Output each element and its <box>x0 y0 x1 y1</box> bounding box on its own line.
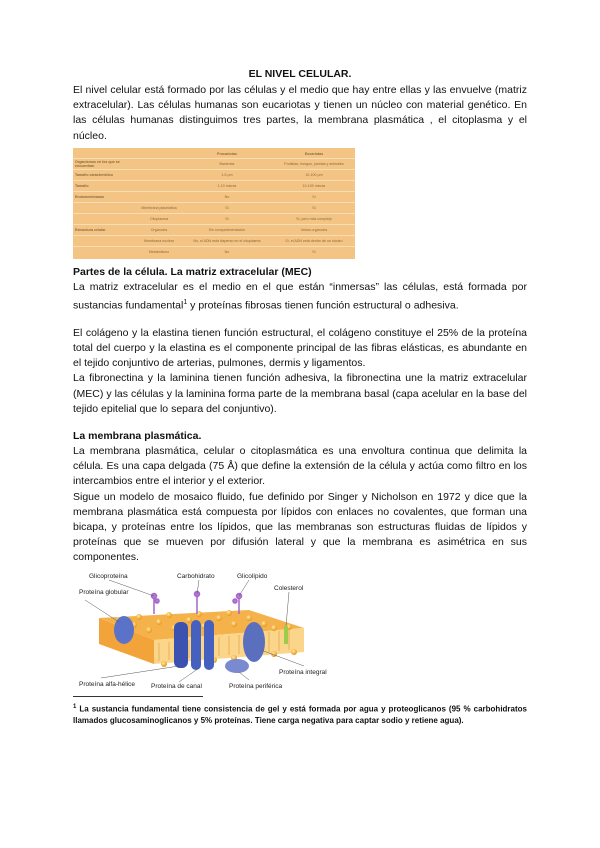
label-proteina-globular: Proteína globular <box>79 588 129 596</box>
document-page <box>73 68 527 727</box>
table-row: Metabolismo No Sí <box>73 246 355 257</box>
alpha-helix-protein <box>174 622 188 668</box>
table-row: Tamaño característico 1-5 µm 10-100 µm <box>73 169 355 180</box>
label-colesterol: Colesterol <box>274 584 304 592</box>
fluid-mosaic-illustration <box>79 570 327 690</box>
label-proteina-alfa: Proteína alfa-hélice <box>79 680 136 688</box>
mec-paragraph-3: La fibronectina y la laminina tienen función adhesiva, la fibronectina une la matriz extracelular (MEC) y las células y la laminina forma parte de la membrana basal (capa acelular en la base del tejido epitelial que lo separa del conjuntivo). <box>73 372 527 415</box>
membrane-diagram <box>79 570 327 690</box>
table-row: Membrana plasmática Sí Sí <box>73 202 355 213</box>
label-glicolipido: Glicolípido <box>237 572 268 580</box>
table-row: Endomembranas No Sí <box>73 191 355 202</box>
table-header: Eucariotas <box>304 151 324 156</box>
label-carbohidrato: Carbohidrato <box>177 572 215 580</box>
footnote-separator <box>73 696 203 697</box>
cholesterol <box>284 626 288 644</box>
table-header <box>137 150 181 159</box>
table-row: Citoplasma Sí Sí, pero más complejo <box>73 213 355 224</box>
table-header: Procariotas <box>217 151 237 156</box>
table-header <box>73 150 137 159</box>
membrana-paragraph-1: La membrana plasmática, celular o citoplasmática es una envoltura continua que delimita la célula. Es una capa delgada (75 Å) que define la extensión de la célula y actúa como filtro en los intercambios entre el interior y el exterior. <box>73 444 527 488</box>
integral-protein <box>243 622 265 662</box>
membrana-paragraph-2: Sigue un modelo de mosaico fluido, fue definido por Singer y Nicholson en 1972 y dice que la membrana plasmática está compuesta por lípidos con enlaces no covalentes, que forman una bicapa, y proteínas entre los lípidos, que las membranas son estructuras fluidas de lípidos y proteínas que se mueven por difusión lateral y que la membrana es asimétrica en sus componentes. <box>73 490 527 564</box>
table-row: Membrana nuclear No, el ADN está disperso en el citoplasma Sí, el ADN está dentro de un núcleo <box>73 235 355 246</box>
table-row: Estructura celular Orgánulos Sin compartimentación Varios orgánulos <box>73 224 355 235</box>
table-row: Tamaño 1-10 micras 10-100 micras <box>73 180 355 191</box>
section-heading-mec: Partes de la célula. La matriz extracelular (MEC) <box>73 265 312 278</box>
label-glicoproteina: Glicoproteína <box>89 572 128 580</box>
mec-paragraph-1: La matriz extracelular es el medio en el que están “inmersas” las células, está formada por sustancias fundamental$^1$ y proteínas fibrosas tienen función estructural o adhesiva. <box>73 280 527 312</box>
channel-protein-a <box>191 620 201 670</box>
label-proteina-integral: Proteína integral <box>279 668 327 676</box>
channel-protein-b <box>204 620 214 670</box>
mec-paragraph-2: El colágeno y la elastina tienen función estructural, el colágeno constituye el 25% de la proteína total del cuerpo y la elastina es el componente principal de las fibras elásticas, es abundante en el tejido conjuntivo de arterias, pulmones, dermis y ligamentos. <box>73 326 527 370</box>
label-proteina-periferica: Proteína periférica <box>229 682 283 690</box>
cell-comparison-table <box>73 148 355 259</box>
footnote: $^1$ La sustancia fundamental tiene consistencia de gel y está formada por agua y proteoglicanos (95 % carbohidratos llamados glucosaminoglicanos y 5% proteínas. Tiene carga negativa para captar sodio y retiene agua). <box>73 703 527 726</box>
globular-protein <box>114 616 134 644</box>
intro-paragraph: El nivel celular está formado por las células y el medio que hay entre ellas y las envuelve (matriz extracelular). Las células humanas son eucariotas y tienen un núcleo con material genético. En las células humanas distinguimos tres partes, la membrana plasmática , el citoplasma y el núcleo. <box>73 84 527 142</box>
table-row: Organismos en los que se encuentran Bacterias Protistas, hongos, plantas y animales <box>73 158 355 169</box>
page-title: EL NIVEL CELULAR. <box>248 68 352 80</box>
label-proteina-canal: Proteína de canal <box>151 682 202 690</box>
section-heading-membrana: La membrana plasmática. <box>73 429 202 442</box>
footnote-ref[interactable]: 1 <box>183 299 188 307</box>
peripheral-protein <box>225 659 249 673</box>
